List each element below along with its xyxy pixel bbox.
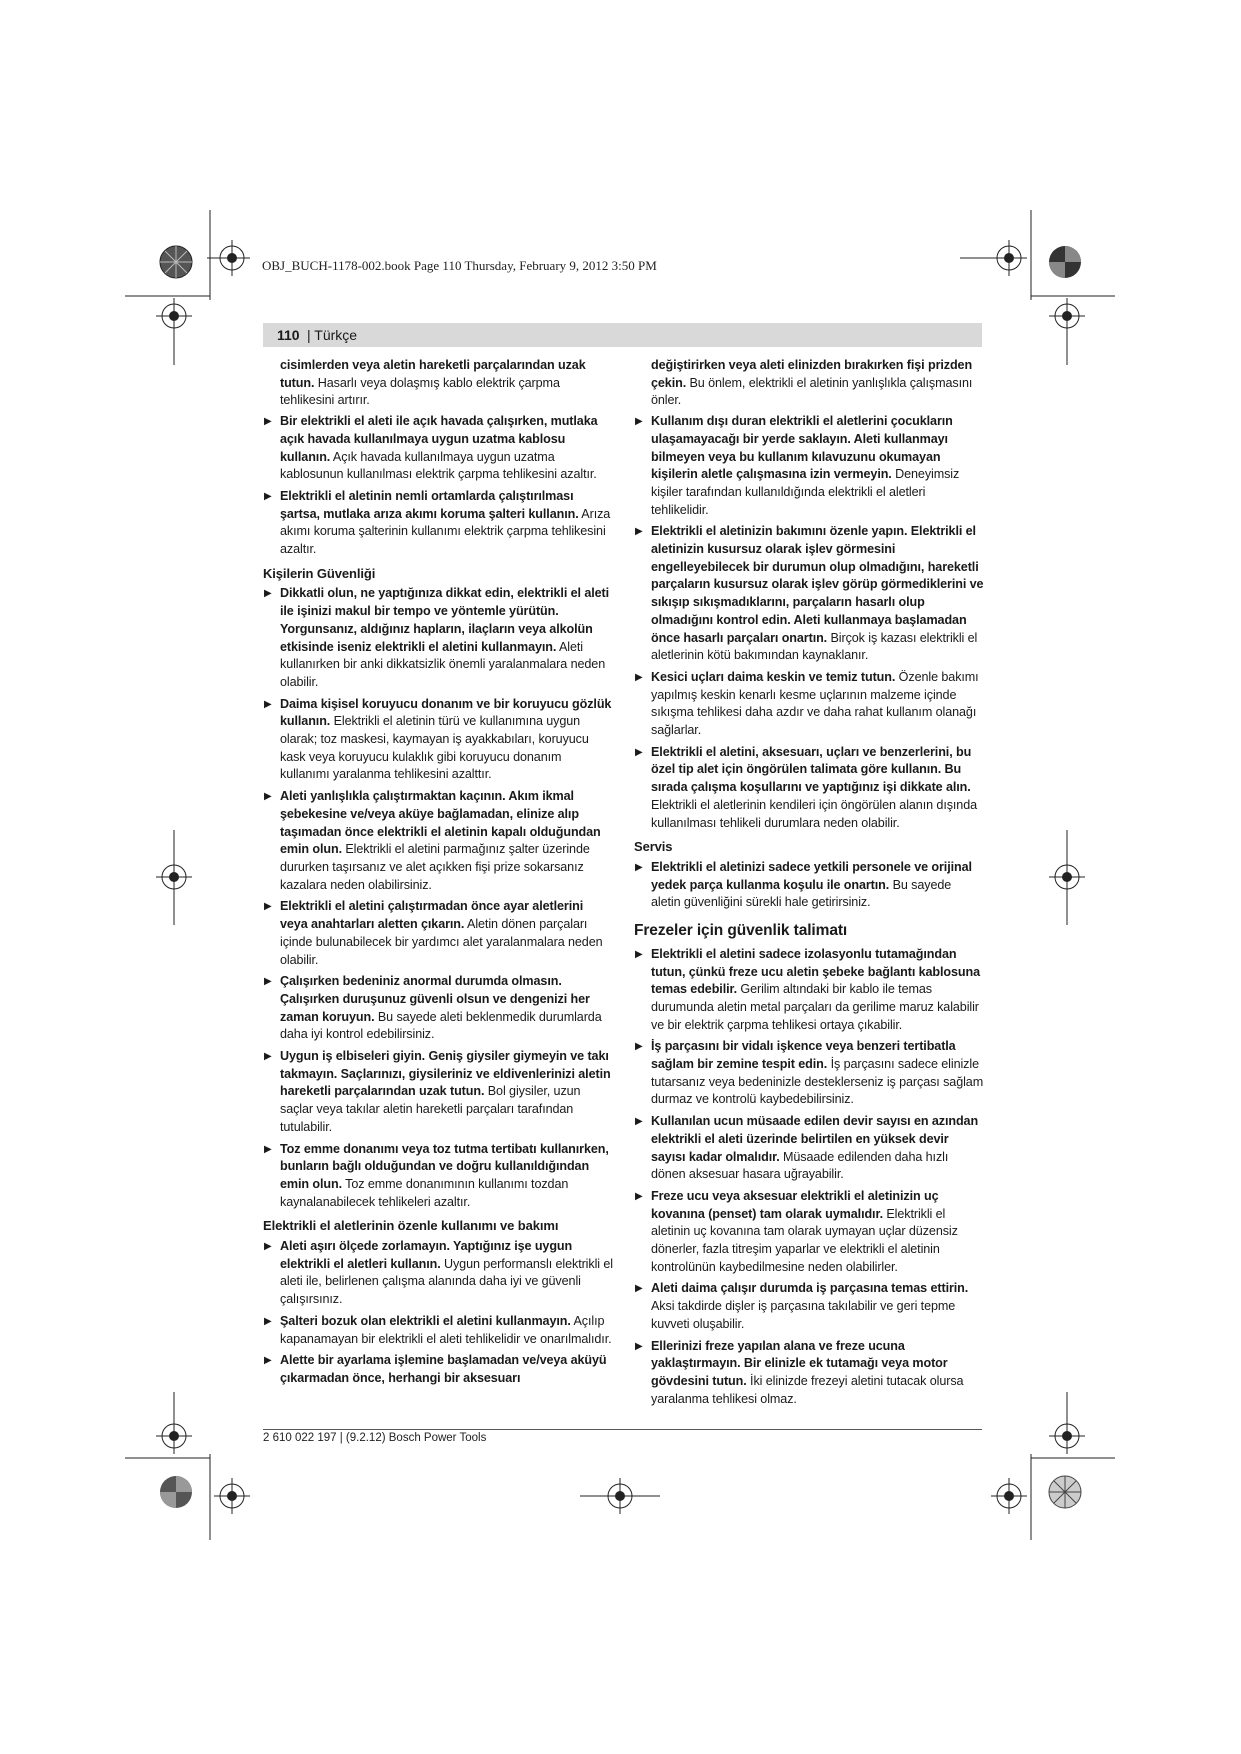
list-item [263,488,613,559]
bullet-triangle-icon: ▶ [264,1241,272,1253]
right-column [634,357,984,1412]
item-strong-text: Aleti aşırı ölçede zorlamayın. Yaptığınız işe uygun elektrikli el aletleri kullanın. [280,1239,573,1271]
heading-router-safety: Frezeler için güvenlik talimatı [634,922,848,940]
page-language: | Türkçe [307,327,358,343]
list-item [634,946,984,1035]
item-regular-text: Açık havada kullanılmaya uygun uzatma kablosunun kullanılması elektrik çarpma tehlikesini azaltır. [280,449,597,482]
language-label: Türkçe [314,327,358,343]
item-strong-text: Elektrikli el aletini sadece izolasyonlu tutamağından tutun, çünkü freze ucu aletin şebeke bağlantı kablosuna temas edebilir. [651,946,981,997]
item-strong-text: Kullanım dışı duran elektrikli el aletlerini çocukların ulaşamayacağı bir yerde saklayın. Aleti kullanmayı bilmeyen veya bu kullanım kılavuzunu okumayan kişilerin aletle çalışmasına izin vermeyin. [651,414,953,482]
heading-personal-safety: Kişilerin Güvenliği [263,565,376,581]
bullet-triangle-icon: ▶ [264,416,272,428]
item-regular-text: Elektrikli el aletlerinin kendileri için öngörülen alanın dışında kullanılması tehlikeli durumlara neden olabilir. [651,797,978,830]
bullet-triangle-icon: ▶ [635,1283,643,1295]
list-item [634,669,984,740]
list-item [634,523,984,665]
item-strong-text: Freze ucu veya aksesuar elektrikli el aletinizin uç kovanına (penset) tam olarak uymalıdır. [651,1188,939,1221]
item-strong-text: Aleti daima çalışır durumda iş parçasına temas ettirin. [651,1281,969,1296]
item-regular-text: Aksi takdirde dişler iş parçasına takılabilir ve geri tepme kuvveti oluşabilir. [651,1299,956,1331]
item-regular-text: Deneyimsiz kişiler tarafından kullanıldığında elektrikli el aletleri tehlikelidir. [651,467,960,517]
list-item [634,859,984,912]
bullet-triangle-icon: ▶ [264,1355,272,1367]
item-strong-text: Bir elektrikli el aleti ile açık havada çalışırken, mutlaka açık havada kullanılmaya uygun uzatma kablosu kullanın. [280,414,598,464]
item-regular-text: Gerilim altındaki bir kablo ile temas durumunda aletin metal parçaları da gerilime maruz kalabilir ve bir elektrik çarpma tehlikesi ortaya çıkabilir. [651,982,979,1032]
item-regular-text: Elektrikli el aletinin uç kovanına tam olarak uymayan uçlar düzensiz dönerler, fazla titreşim yaparlar ve elektrikli el aletinin kontrolünün kaybedilmesine neden olabilirler. [651,1206,958,1274]
list-item [263,1313,613,1348]
item-strong-text: Elektrikli el aletini, aksesuarı, uçları ve benzerlerini, bu özel tip alet için öngörülen talimata göre kullanın. Bu sırada çalışma koşullarını ve yaptığınız işi dikkate alın. [651,744,972,795]
bullet-triangle-icon: ▶ [264,588,272,600]
item-strong-text: Elektrikli el aletinizin bakımını özenle yapın. Elektrikli el aletinizin kusursuz olarak işlev görmesini engelleyebilecek bir durumun olup olmadığını, hareketli parçaların kusursuz olarak işlev görüp görmediklerini ve sıkışıp sıkışmadıklarını, parçaların hasarlı olup olmadığını kontrol edin. Aleti kullanmaya başlamadan önce hasarlı parçaları onartın. [651,524,984,645]
left-items-c [263,1238,613,1388]
page-number: 110 [277,327,300,343]
item-strong-text: Elektrikli el aletinin nemli ortamlarda çalıştırılması şartsa, mutlaka arıza akımı koruma şalteri kullanın. [280,488,579,521]
item-regular-text: İki elinizde frezeyi aletini tutacak olursa yaralanma tehlikesi olmaz. [651,1373,964,1406]
item-strong-text: Uygun iş elbiseleri giyin. Geniş giysiler giymeyin ve takı takmayın. Saçlarınızı, giysileriniz ve eldivenlerinizi aletin hareketli parçalarından uzak tutun. [280,1049,611,1099]
right-items-c [634,946,984,1409]
heading-service: Servis [634,839,673,855]
item-strong-text: Toz emme donanımı veya toz tutma tertibatı kullanırken, bunların bağlı olduğundan ve doğru kullanıldığından emin olun. [280,1141,609,1191]
list-item [634,1188,984,1277]
list-item [634,1280,984,1333]
bullet-triangle-icon: ▶ [635,1340,643,1352]
bullet-triangle-icon: ▶ [635,1190,643,1202]
bullet-triangle-icon: ▶ [264,490,272,502]
item-regular-text: Arıza akımı koruma şalterinin kullanımı elektrik çarpma tehlikesini azaltır. [280,506,611,557]
left-items-a [263,413,613,559]
bullet-triangle-icon: ▶ [264,698,272,710]
item-regular-text: Toz emme donanımının kullanımı tozdan kaynalanabilecek tehlikeleri azaltır. [280,1176,569,1209]
bullet-triangle-icon: ▶ [264,976,272,988]
item-strong-text: Ellerinizi freze yapılan alana ve freze ucuna yaklaştırmayın. Bir elinizle ek tutamağı veya motor gövdesini tutun. [651,1338,948,1388]
right-items-a [634,413,984,832]
bullet-triangle-icon: ▶ [635,1116,643,1128]
item-strong-text: Çalışırken bedeniniz anormal durumda olmasın. Çalışırken duruşunuz güvenli olsun ve dengenizi her zaman koruyun. [280,974,590,1024]
list-item [263,585,613,691]
list-item [263,788,613,894]
list-item [634,744,984,833]
bullet-triangle-icon: ▶ [264,1051,272,1063]
left-items-b [263,585,613,1211]
left-column [263,357,613,1392]
item-strong-text: İş parçasını bir vidalı işkence veya benzeri tertibatla sağlam bir zemine tespit edin. [651,1039,956,1072]
bullet-triangle-icon: ▶ [264,1315,272,1327]
footer: 2 610 022 197 | (9.2.12) Bosch Power Tools [263,1432,487,1444]
bullet-triangle-icon: ▶ [635,1041,643,1053]
bullet-triangle-icon: ▶ [635,948,643,960]
item-regular-text: Birçok iş kazası elektrikli el aletlerinin kötü bakımından kaynaklanır. [651,630,978,663]
item-strong-text: Kesici uçları daima keskin ve temiz tutun. [651,669,896,684]
item-regular-text: Açılıp kapanamayan bir elektrikli el aleti tehlikelidir ve onarılmalıdır. [280,1313,612,1346]
bullet-triangle-icon: ▶ [264,791,272,803]
bullet-triangle-icon: ▶ [635,746,643,758]
list-item [634,1113,984,1184]
item-regular-text: Elektrikli el aletinin türü ve kullanımına uygun olarak; toz maskesi, kaymayan iş ayakkabıları, koruyucu kask veya koruyucu kulaklık gibi koruyucu donanım kullanımı yaralanma tehlikesini azalttır. [280,714,589,782]
list-item [634,413,984,519]
list-item [634,1338,984,1409]
item-regular-text: Aletin dönen parçaları içinde bulunabilecek bir yardımcı alet yaralanmalara neden olabilir. [280,917,603,967]
item-regular-text: Elektrikli el aletini parmağınız şalter üzerinde dururken taşırsanız ve alet açıkken fişi prize sokarsanız kazalara neden olabilirsiniz. [280,842,590,892]
item-regular-text: Aleti kullanırken bir anki dikkatsizlik önemli yaralanmalara neden olabilir. [280,639,606,689]
list-item [263,898,613,969]
bullet-triangle-icon: ▶ [635,861,643,873]
heading-tool-care: Elektrikli el aletlerinin özenle kullanımı ve bakımı [263,1218,559,1234]
item-strong-text: Dikkatli olun, ne yaptığınıza dikkat edin, elektrikli el aleti ile işinizi makul bir tempo ve yöntemle yürütün. Yorgunsanız, aldığınız hapların, ilaçların veya alkolün etkisinde iseniz elektrikli el aletini kullanmayın. [280,586,610,654]
bullet-triangle-icon: ▶ [264,1143,272,1155]
list-item [263,1141,613,1212]
footer-rule [263,1429,982,1430]
right-items-b [634,859,984,912]
item-regular-text: Bu sayede aleti beklenmedik durumlarda daha iyi kontrol edebilirsiniz. [280,1009,602,1042]
item-regular-text: Müsaade edilenden daha hızlı dönen aksesuar hasara uğrayabilir. [651,1149,949,1182]
item-regular-text: Özenle bakımı yapılmış keskin kenarlı kesme uçlarının malzeme içinde sıkışma tehlikesi daha azdır ve daha rahat kullanım olanağı sağlarlar. [651,669,979,738]
list-item [263,413,613,484]
list-item [263,696,613,785]
item-regular-text: Bu sayede aletin güvenliğini sürekli hale getirirsiniz. [651,877,952,910]
item-strong-text: Şalteri bozuk olan elektrikli el aletini kullanmayın. [280,1313,571,1328]
item-regular-text: İş parçasını sadece elinizle tutarsanız veya bedeninizle desteklerseniz iş parçası sağlam durmaz ve kontrolü kaybedebilirsiniz. [651,1057,984,1107]
print-header: OBJ_BUCH-1178-002.book Page 110 Thursday, February 9, 2012 3:50 PM [262,258,657,273]
left-lead: cisimlerden veya aletin hareketli parçalarından uzak tutun. Hasarlı veya dolaşmış kablo elektrik çarpma tehlikesini artırır. [280,358,586,408]
item-strong-text: Elektrikli el aletini çalıştırmadan önce ayar aletlerini veya anahtarları aletten çıkarın. [280,899,584,932]
right-lead: değiştirirken veya aleti elinizden bırakırken fişi prizden çekin. Bu önlem, elektrikli el aletinin yanlışlıkla çalışmasını önler. [651,358,973,408]
list-item [263,1352,613,1387]
list-item [263,1048,613,1137]
item-strong-text: Alette bir ayarlama işlemine başlamadan ve/veya aküyü çıkarmadan önce, herhangi bir aksesuarı [280,1353,607,1385]
item-regular-text: Bol giysiler, uzun saçlar veya takılar aletin hareketli parçaları tarafından tutulabilir. [280,1084,581,1134]
list-item [263,973,613,1044]
page-header-bar [263,323,982,347]
bullet-triangle-icon: ▶ [635,416,643,428]
item-regular-text: Uygun performanslı elektrikli el aleti ile, belirlenen çalışma alanında daha iyi ve güvenli çalışırsınız. [280,1256,613,1307]
item-strong-text: Elektrikli el aletinizi sadece yetkili personele ve orijinal yedek parça kullanma koşulu ile onartın. [651,859,972,892]
bullet-triangle-icon: ▶ [264,901,272,913]
item-strong-text: Daima kişisel koruyucu donanım ve bir koruyucu gözlük kullanın. [280,696,612,729]
bullet-triangle-icon: ▶ [635,526,643,538]
list-item [634,1038,984,1109]
list-item [263,1238,613,1309]
item-strong-text: Aleti yanlışlıkla çalıştırmaktan kaçının. Akım ikmal şebekesine ve/veya aküye bağlamadan, elinize alıp taşımadan önce elektrikli el aletinin kapalı olduğundan emin olun. [280,789,601,857]
bullet-triangle-icon: ▶ [635,671,643,683]
item-strong-text: Kullanılan ucun müsaade edilen devir sayısı en azından elektrikli el aleti üzerinde belirtilen en yüksek devir sayısı kadar olmalıdır. [651,1114,979,1164]
